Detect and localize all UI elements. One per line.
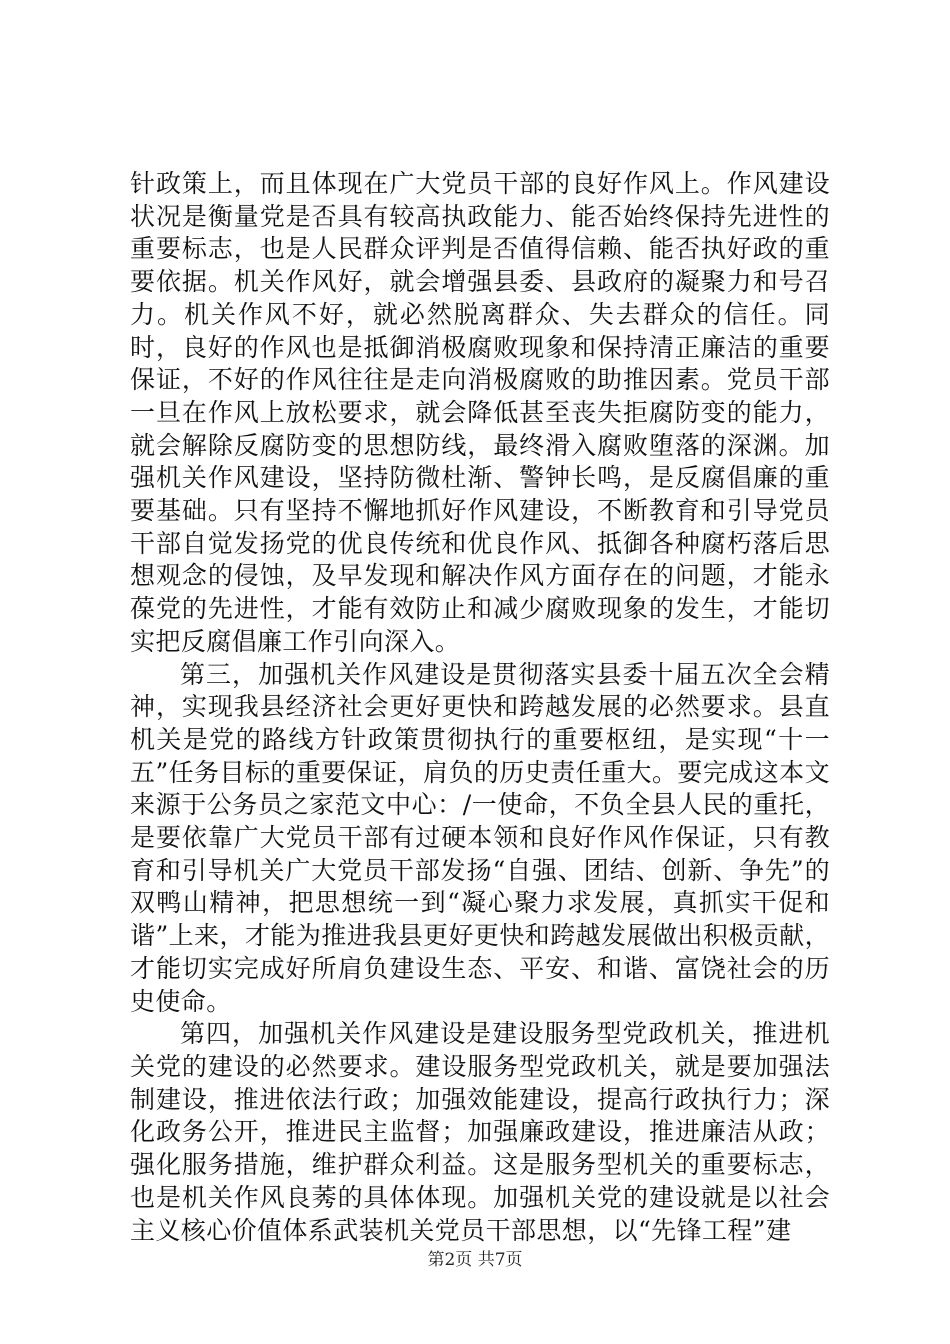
paragraph-fourth-point: 第四，加强机关作风建设是建设服务型党政机关，推进机关党的建设的必然要求。建设服务型党政机关，就是要加强法制建设，推进依法行政；加强效能建设，提高行政执行力；深化政务公开，推进民主监督；加强廉政建设，推进廉洁从政；强化服务措施，维护群众利益。这是服务型机关的重要标志，也是机关作风良莠的具体体现。加强机关党的建设就是以社会主义核心价值体系武装机关党员干部思想，以“先锋工程”建 — [130, 1019, 830, 1245]
paragraph-third-point: 第三，加强机关作风建设是贯彻落实县委十届五次全会精神，实现我县经济社会更好更快和跨越发展的必然要求。县直机关是党的路线方针政策贯彻执行的重要枢纽，是实现“十一五”任务目标的重要保证，肩负的历史责任重大。要完成这本文来源于公务员之家范文中心：/一使命，不负全县人民的重托，是要依靠广大党员干部有过硬本领和良好作风作保证，只有教育和引导机关广大党员干部发扬“自强、团结、创新、争先”的双鸭山精神，把思想统一到“凝心聚力求发展，真抓实干促和谐”上来，才能为推进我县更好更快和跨越发展做出积极贡献，才能切实完成好所肩负建设生态、平安、和谐、富饶社会的历史使命。 — [130, 659, 830, 1016]
page-footer: 第2页 共7页 — [427, 1250, 523, 1270]
paragraph-continuation: 针政策上，而且体现在广大党员干部的良好作风上。作风建设状况是衡量党是否具有较高执政能力、能否始终保持先进性的重要标志，也是人民群众评判是否值得信赖、能否执好政的重要依据。机关作风好，就会增强县委、县政府的凝聚力和号召力。机关作风不好，就必然脱离群众、失去群众的信任。同时，良好的作风也是抵御消极腐败现象和保持清正廉洁的重要保证，不好的作风往往是走向消极腐败的助推因素。党员干部一旦在作风上放松要求，就会降低甚至丧失拒腐防变的能力，就会解除反腐防变的思想防线，最终滑入腐败堕落的深渊。加强机关作风建设，坚持防微杜渐、警钟长鸣，是反腐倡廉的重要基础。只有坚持不懈地抓好作风建设，不断教育和引导党员干部自觉发扬党的优良传统和优良作风、抵御各种腐朽落后思想观念的侵蚀，及早发现和解决作风方面存在的问题，才能永葆党的先进性，才能有效防止和减少腐败现象的发生，才能切实把反腐倡廉工作引向深入。 — [130, 169, 830, 656]
document-body — [130, 168, 830, 1247]
